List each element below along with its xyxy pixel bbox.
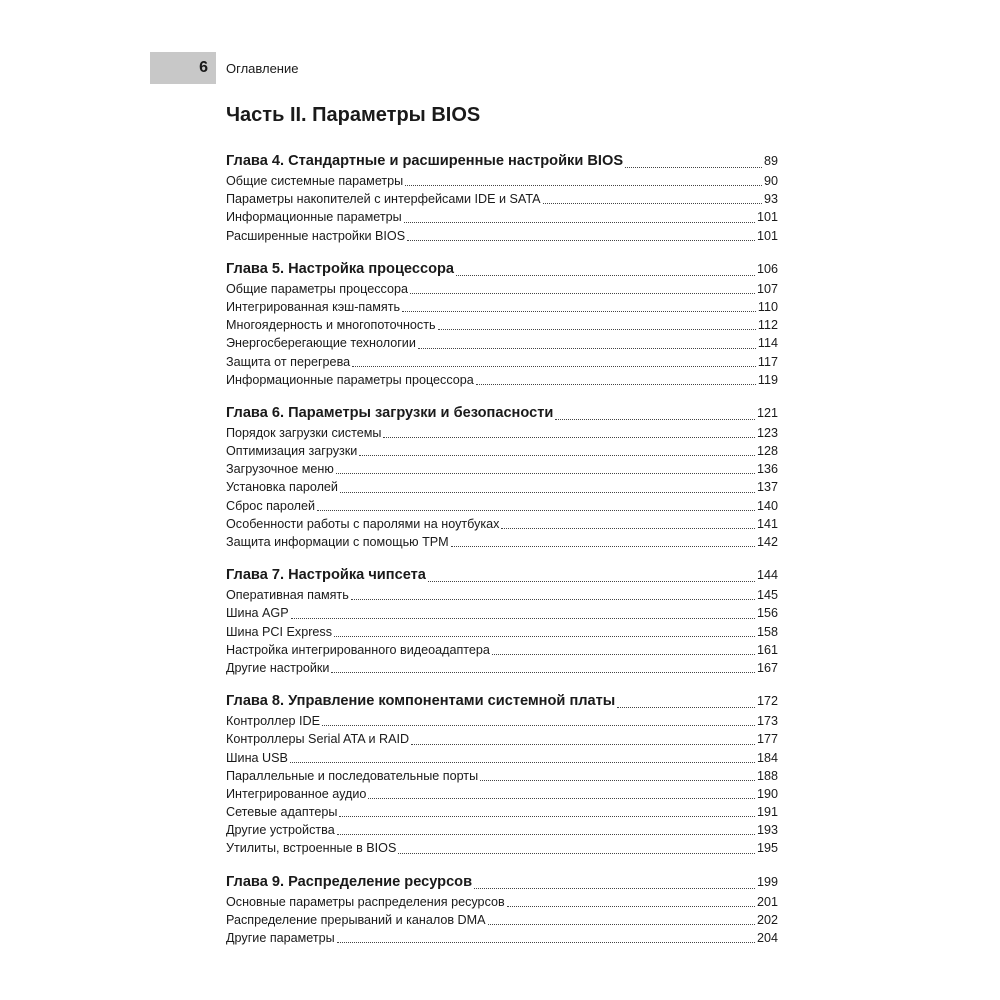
section-page: 156 xyxy=(756,606,778,621)
section-title: Основные параметры распределения ресурсов xyxy=(226,894,505,909)
chapter-number: Глава 6. xyxy=(226,404,285,421)
dot-leader xyxy=(407,240,755,241)
dot-leader xyxy=(492,654,755,655)
section-entry[interactable] xyxy=(226,334,778,352)
dot-leader xyxy=(337,942,755,943)
section-entry[interactable] xyxy=(226,353,778,371)
section-title: Интегрированное аудио xyxy=(226,786,367,801)
section-entry[interactable] xyxy=(226,623,778,641)
chapter-page: 121 xyxy=(756,405,778,420)
section-page: 177 xyxy=(756,732,778,747)
section-entry[interactable] xyxy=(226,893,778,911)
dot-leader xyxy=(501,528,755,529)
section-page: 145 xyxy=(756,588,778,603)
section-entry[interactable] xyxy=(226,515,778,533)
section-entry[interactable] xyxy=(226,227,778,245)
chapter-label xyxy=(226,690,615,712)
section-entry[interactable] xyxy=(226,659,778,677)
section-entry[interactable] xyxy=(226,911,778,929)
section-entry[interactable] xyxy=(226,641,778,659)
section-page: 128 xyxy=(756,444,778,459)
section-title: Шина AGP xyxy=(226,606,289,621)
section-page: 117 xyxy=(757,354,778,369)
dot-leader xyxy=(336,473,755,474)
section-entry[interactable] xyxy=(226,424,778,442)
dot-leader xyxy=(438,329,756,330)
dot-leader xyxy=(625,167,762,168)
chapter-number: Глава 4. xyxy=(226,153,285,169)
dot-leader xyxy=(451,546,755,547)
dot-leader xyxy=(352,366,756,367)
dot-leader xyxy=(402,311,756,312)
section-page: 161 xyxy=(756,642,778,657)
chapter-page: 144 xyxy=(756,568,778,583)
dot-leader xyxy=(317,510,755,511)
section-entry[interactable] xyxy=(226,316,778,334)
chapter-entry[interactable] xyxy=(226,150,778,172)
section-title: Параметры накопителей с интерфейсами IDE и SATA xyxy=(226,192,541,207)
dot-leader xyxy=(339,816,755,817)
section-title: Сброс паролей xyxy=(226,498,316,513)
section-page: 114 xyxy=(757,336,778,351)
chapter-page: 172 xyxy=(756,694,778,709)
chapter-number: Глава 8. xyxy=(226,693,285,710)
section-title: Особенности работы с паролями на ноутбуках xyxy=(226,516,500,531)
section-page: 107 xyxy=(756,281,778,296)
chapter-page: 106 xyxy=(756,261,778,276)
dot-leader xyxy=(334,636,755,637)
section-title: Другие настройки xyxy=(226,660,330,675)
chapter-title: Настройка процессора xyxy=(288,260,455,277)
page-header xyxy=(150,52,298,84)
dot-leader xyxy=(474,888,755,889)
section-page: 110 xyxy=(757,299,778,314)
section-page: 137 xyxy=(756,480,778,495)
section-page: 119 xyxy=(757,372,778,387)
dot-leader xyxy=(359,455,755,456)
dot-leader xyxy=(410,293,755,294)
dot-leader xyxy=(476,384,756,385)
section-entry[interactable] xyxy=(226,280,778,298)
dot-leader xyxy=(456,275,755,276)
section-title: Защита от перегрева xyxy=(226,354,351,369)
dot-leader xyxy=(405,185,762,186)
section-title: Шина USB xyxy=(226,750,288,765)
section-title: Энергосберегающие технологии xyxy=(226,336,416,351)
section-title: Настройка интегрированного видеоадаптера xyxy=(226,642,490,657)
dot-leader xyxy=(331,672,755,673)
chapter-entry[interactable] xyxy=(226,402,778,424)
section-entry[interactable] xyxy=(226,478,778,496)
section-page: 136 xyxy=(756,462,778,477)
section-title: Расширенные настройки BIOS xyxy=(226,228,406,243)
dot-leader xyxy=(507,906,755,907)
section-page: 141 xyxy=(756,516,778,531)
section-title: Загрузочное меню xyxy=(226,462,334,477)
section-title: Другие параметры xyxy=(226,931,335,945)
chapter xyxy=(226,150,778,245)
chapter xyxy=(226,871,778,948)
dot-leader xyxy=(617,707,755,708)
section-title: Информационные параметры процессора xyxy=(226,372,474,387)
page-number: 6 xyxy=(150,52,216,84)
chapter-title: Параметры загрузки и безопасности xyxy=(288,404,554,421)
section-page: 201 xyxy=(756,894,778,909)
section-entry[interactable] xyxy=(226,172,778,190)
section-title: Порядок загрузки системы xyxy=(226,425,382,440)
chapter-label xyxy=(226,402,553,424)
chapter xyxy=(226,690,778,858)
dot-leader xyxy=(555,419,755,420)
section-entry[interactable] xyxy=(226,208,778,226)
dot-leader xyxy=(351,599,755,600)
part-title: Часть II. Параметры BIOS xyxy=(226,104,481,126)
chapter-page: 199 xyxy=(756,874,778,889)
section-title: Другие устройства xyxy=(226,823,335,838)
chapter-number: Глава 9. xyxy=(226,873,285,890)
section-entry[interactable] xyxy=(226,533,778,551)
dot-leader xyxy=(337,834,755,835)
dot-leader xyxy=(383,437,755,438)
section-page: 123 xyxy=(756,425,778,440)
section-entry[interactable] xyxy=(226,586,778,604)
section-title: Установка паролей xyxy=(226,480,338,495)
section-entry[interactable] xyxy=(226,371,778,389)
section-page: 204 xyxy=(756,931,778,945)
dot-leader xyxy=(428,581,755,582)
chapter-label xyxy=(226,564,426,586)
dot-leader xyxy=(398,853,755,854)
section-title: Информационные параметры xyxy=(226,210,402,225)
section-page: 142 xyxy=(756,535,778,549)
section-page: 188 xyxy=(756,768,778,783)
section-entry[interactable] xyxy=(226,298,778,316)
section-entry[interactable] xyxy=(226,604,778,622)
section-entry[interactable] xyxy=(226,442,778,460)
section-page: 191 xyxy=(756,805,778,820)
chapter-label xyxy=(226,871,472,893)
section-title: Общие системные параметры xyxy=(226,174,404,188)
section-entry[interactable] xyxy=(226,929,778,947)
section-page: 90 xyxy=(763,174,778,188)
section-page: 190 xyxy=(756,786,778,801)
section-title: Защита информации с помощью TPM xyxy=(226,535,449,549)
section-title: Сетевые адаптеры xyxy=(226,805,338,820)
section-page: 158 xyxy=(756,624,778,639)
chapter xyxy=(226,564,778,677)
dot-leader xyxy=(488,924,755,925)
section-title: Параллельные и последовательные порты xyxy=(226,768,479,783)
section-entry[interactable] xyxy=(226,821,778,839)
dot-leader xyxy=(411,744,755,745)
section-page: 112 xyxy=(757,318,778,333)
chapter-label xyxy=(226,258,454,280)
chapter-entry[interactable] xyxy=(226,564,778,586)
dot-leader xyxy=(404,222,755,223)
section-title: Шина PCI Express xyxy=(226,624,333,639)
chapter-number: Глава 7. xyxy=(226,567,285,584)
chapter-page: 89 xyxy=(763,154,778,168)
chapter-title: Стандартные и расширенные настройки BIOS xyxy=(288,153,624,169)
dot-leader xyxy=(418,348,756,349)
section-entry[interactable] xyxy=(226,730,778,748)
section-entry[interactable] xyxy=(226,767,778,785)
section-page: 167 xyxy=(756,660,778,675)
dot-leader xyxy=(368,798,755,799)
section-title: Оптимизация загрузки xyxy=(226,444,358,459)
section-entry[interactable] xyxy=(226,839,778,857)
chapter-entry[interactable] xyxy=(226,690,778,712)
dot-leader xyxy=(543,203,762,204)
dot-leader xyxy=(322,725,755,726)
dot-leader xyxy=(480,780,755,781)
chapter-entry[interactable] xyxy=(226,871,778,893)
dot-leader xyxy=(340,492,755,493)
section-entry[interactable] xyxy=(226,712,778,730)
section-page: 202 xyxy=(756,912,778,927)
section-page: 173 xyxy=(756,714,778,729)
running-head: Оглавление xyxy=(226,60,299,76)
section-title: Интегрированная кэш-память xyxy=(226,299,401,314)
section-title: Контроллеры Serial ATA и RAID xyxy=(226,732,410,747)
section-page: 93 xyxy=(763,192,778,207)
chapter xyxy=(226,258,778,389)
section-page: 140 xyxy=(756,498,778,513)
section-entry[interactable] xyxy=(226,785,778,803)
section-page: 193 xyxy=(756,823,778,838)
section-page: 184 xyxy=(756,750,778,765)
section-title: Утилиты, встроенные в BIOS xyxy=(226,841,397,856)
section-page: 101 xyxy=(756,210,778,225)
section-entry[interactable] xyxy=(226,497,778,515)
chapter-title: Управление компонентами системной платы xyxy=(288,693,616,710)
chapter-title: Распределение ресурсов xyxy=(288,873,473,890)
section-page: 101 xyxy=(756,228,778,243)
table-of-contents xyxy=(226,150,778,960)
section-title: Контроллер IDE xyxy=(226,714,320,729)
section-entry[interactable] xyxy=(226,749,778,767)
section-title: Распределение прерываний и каналов DMA xyxy=(226,912,486,927)
chapter-label xyxy=(226,150,623,172)
chapter-title: Настройка чипсета xyxy=(288,567,426,584)
chapter-entry[interactable] xyxy=(226,258,778,280)
chapter xyxy=(226,402,778,551)
dot-leader xyxy=(290,762,755,763)
section-title: Оперативная память xyxy=(226,588,349,603)
section-entry[interactable] xyxy=(226,803,778,821)
section-title: Общие параметры процессора xyxy=(226,281,408,296)
chapter-number: Глава 5. xyxy=(226,260,285,277)
dot-leader xyxy=(291,618,755,619)
section-title: Многоядерность и многопоточность xyxy=(226,318,436,333)
section-entry[interactable] xyxy=(226,190,778,208)
section-page: 195 xyxy=(756,841,778,856)
section-entry[interactable] xyxy=(226,460,778,478)
